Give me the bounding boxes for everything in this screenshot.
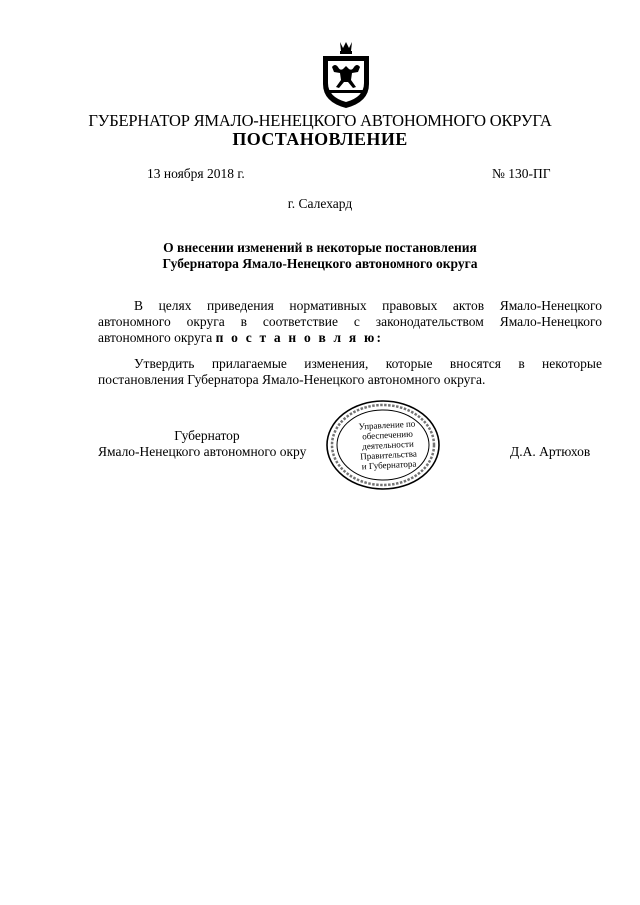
stamp-line: обеспечению <box>361 428 414 442</box>
document-date: 13 ноября 2018 г. <box>147 166 245 181</box>
stamp-line: и Губернатора <box>361 458 417 472</box>
document-city: г. Салехард <box>287 196 353 211</box>
document-type-title: ПОСТАНОВЛЕНИЕ <box>232 129 408 149</box>
document-number: № 130-ПГ <box>492 166 551 181</box>
preamble-line-3 <box>98 330 602 346</box>
stamp-line: Управление по <box>358 418 416 432</box>
decision-line-2: постановления Губернатора Ямало-Ненецкого автономного округа. <box>98 372 486 387</box>
preamble-line-1: В целях приведения нормативных правовых актов Ямало-Ненецкого <box>134 298 602 313</box>
subject-line-2: Губернатора Ямало-Ненецкого автономного округа <box>162 256 478 271</box>
organization-title: ГУБЕРНАТОР ЯМАЛО-НЕНЕЦКОГО АВТОНОМНОГО ОКРУГА <box>88 111 552 130</box>
signatory-title <box>98 428 316 460</box>
decision-line-1: Утвердить прилагаемые изменения, которые вносятся в некоторые <box>134 356 602 371</box>
coat-of-arms-icon <box>318 40 374 110</box>
preamble-paragraph <box>98 298 602 346</box>
document-subject <box>0 240 640 272</box>
stamp-line: деятельности <box>362 438 414 452</box>
resolve-word: п о с т а н о в л я ю: <box>215 330 384 345</box>
signatory-title-line-1: Губернатор <box>174 428 240 443</box>
stamp-text <box>349 418 428 472</box>
signatory-title-line-2: Ямало-Ненецкого автономного окру <box>98 444 307 459</box>
stamp-line: Правительства <box>359 448 418 462</box>
signatory-name: Д.А. Артюхов <box>510 444 591 459</box>
decision-paragraph <box>98 356 602 388</box>
preamble-line-2: автономного округа в соответствие с законодательством Ямало-Ненецкого <box>98 314 602 329</box>
subject-line-1: О внесении изменений в некоторые постановления <box>163 240 477 255</box>
preamble-line-3-text: автономного округа <box>98 330 213 345</box>
